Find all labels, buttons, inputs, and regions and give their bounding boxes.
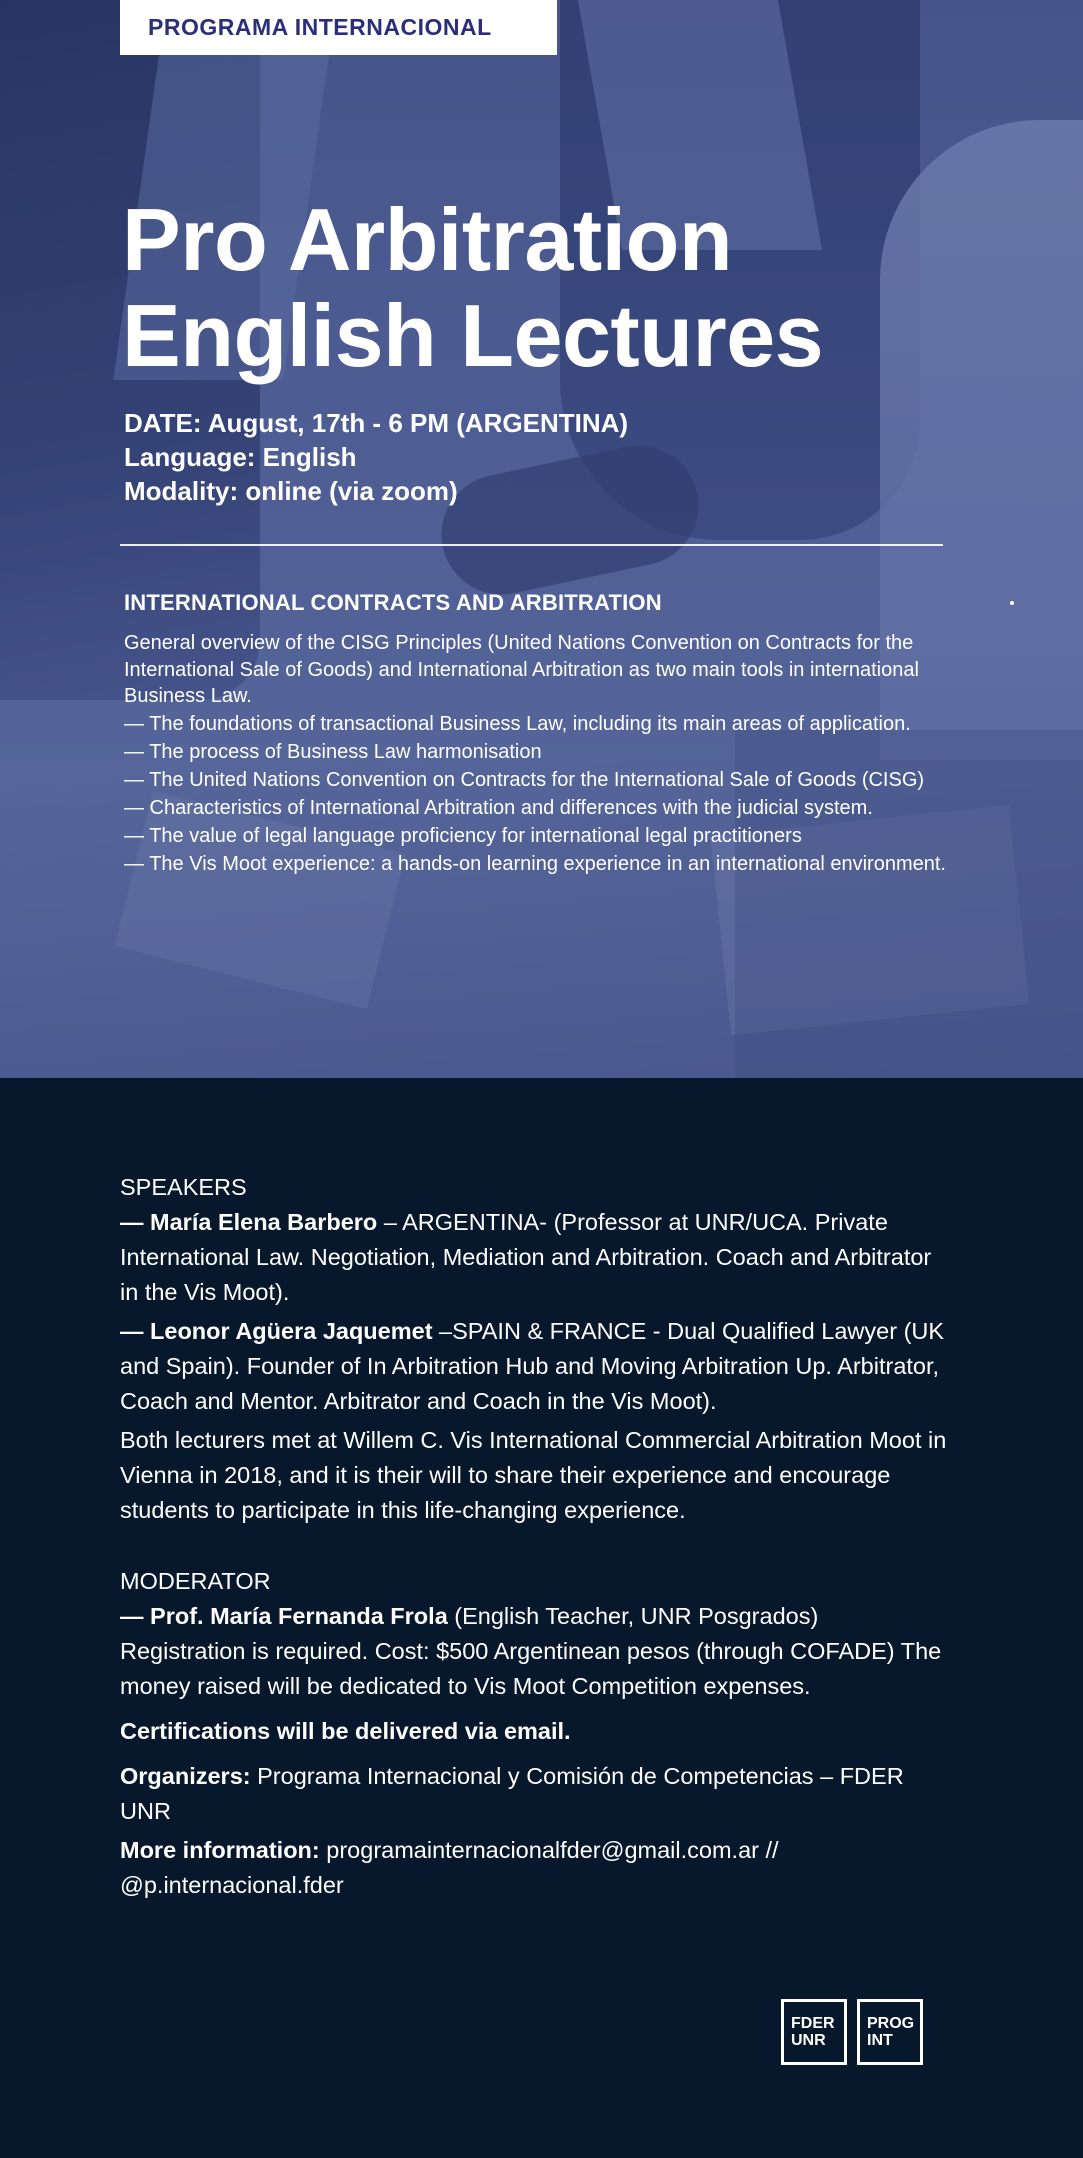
fder-unr-logo [781,1999,847,2065]
details-section [120,1170,950,1903]
registration-note: Registration is required. Cost: $500 Argentinean pesos (through COFADE) The money raised will be dedicated to Vis Moot Competition expenses. [120,1638,942,1699]
moderator-entry [120,1599,950,1634]
more-info-label: More information: [120,1837,320,1863]
moderator-name: — Prof. María Fernanda Frola [120,1603,448,1629]
contact-info: programainternacionalfder@gmail.com.ar // @p.internacional.fder [120,1837,779,1898]
program-badge: PROGRAMA INTERNACIONAL [120,0,557,55]
contracts-list [124,630,954,879]
title-line: English Lectures [122,286,824,385]
prog-int-logo [857,1999,923,2065]
certifications-text: Certifications will be delivered via email. [120,1718,571,1744]
speakers-heading: SPEAKERS [120,1174,247,1200]
list-item: General overview of the CISG Principles (United Nations Convention on Contracts for the International Sale of Goods) and International Arbitration as two main tools in international Business Law. [124,632,919,707]
title-line: Pro Arbitration [122,190,733,289]
organizers-text: Programa Internacional y Comisión de Competencias – FDER UNR [120,1763,904,1824]
speaker-name: — María Elena Barbero [120,1209,378,1235]
logos [781,1999,923,2065]
photo-overlay [0,0,1083,1078]
list-item: — The Vis Moot experience: a hands-on learning experience in an international environment. [124,853,946,875]
certifications-note [120,1714,950,1749]
event-modality: Modality: online (via zoom) [124,476,458,506]
moderator-description: (English Teacher, UNR Posgrados) [447,1603,819,1629]
divider [120,544,943,546]
page-title [122,192,1002,384]
decorative-dot [1010,601,1014,605]
more-info-line [120,1833,950,1903]
speaker-name: — Leonor Agüera Jaquemet [120,1318,433,1344]
lecturers-note: Both lecturers met at Willem C. Vis International Commercial Arbitration Moot in Vienna in 2018, and it is their will to share their experience and encourage students to participate in this life-changing experience. [120,1427,947,1523]
event-info [124,406,924,508]
organizers-label: Organizers: [120,1763,251,1789]
moderator-heading: MODERATOR [120,1568,271,1594]
event-language: Language: English [124,442,357,472]
list-item: — The foundations of transactional Business Law, including its main areas of application. [124,713,911,735]
organizers-line [120,1759,950,1829]
list-item: — The process of Business Law harmonisation [124,741,542,763]
logo-text: UNR [791,2032,826,2049]
event-date: DATE: August, 17th - 6 PM (ARGENTINA) [124,408,629,438]
speaker-entry [120,1205,950,1310]
hero-photo-background [0,0,1083,1078]
list-item: — The United Nations Convention on Contracts for the International Sale of Goods (CISG) [124,769,925,791]
logo-text: FDER [791,2015,835,2032]
contracts-heading: INTERNATIONAL CONTRACTS AND ARBITRATION [124,590,662,615]
list-item: — Characteristics of International Arbitration and differences with the judicial system. [124,797,873,819]
logo-text: INT [867,2032,893,2049]
speaker-description: –SPAIN & FRANCE - Dual Qualified Lawyer (UK and Spain). Founder of In Arbitration Hub and Moving Arbitration Up. Arbitrator, Coach and Mentor. Arbitrator and Coach in the Vis Moot). [120,1318,945,1414]
speaker-description: – ARGENTINA- (Professor at UNR/UCA. Private International Law. Negotiation, Mediation and Arbitration. Coach and Arbitrator in the Vis Moot). [120,1209,932,1305]
list-item: — The value of legal language proficiency for international legal practitioners [124,825,802,847]
logo-text: PROG [867,2015,915,2032]
speaker-entry [120,1314,950,1419]
